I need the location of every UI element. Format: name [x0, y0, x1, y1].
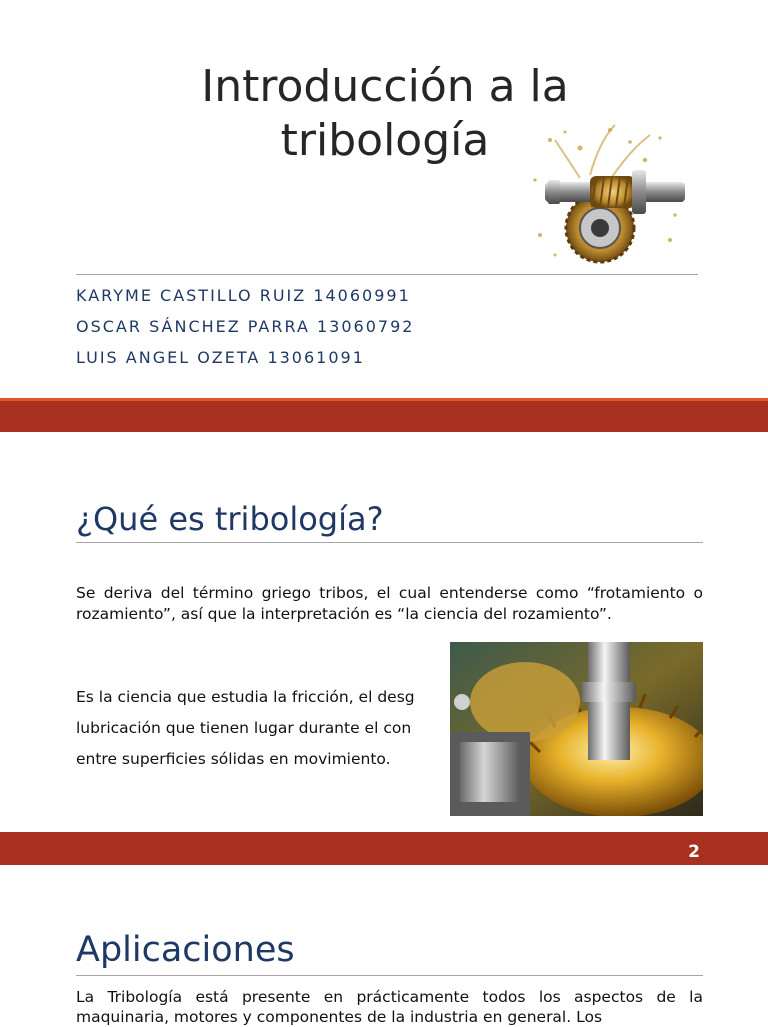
applications-paragraph: La Tribología está presente en prácticamente todos los aspectos de la maquinaria, motores y componentes de la industria en general. Los: [76, 988, 703, 1026]
title-divider: [76, 274, 698, 275]
description-line-2: lubricación que tienen lugar durante el con: [76, 719, 412, 737]
author-1: KARYME CASTILLO RUIZ 14060991: [76, 286, 411, 305]
description-line-1: Es la ciencia que estudia la fricción, el desg: [76, 688, 415, 706]
applications-heading: Aplicaciones: [76, 930, 295, 970]
slide-title-line-1: Introducción a la: [201, 61, 569, 112]
heading-divider: [76, 542, 703, 543]
author-2: OSCAR SÁNCHEZ PARRA 13060792: [76, 317, 415, 336]
lubricated-gears-photo: [450, 642, 703, 816]
worm-gear-illustration: [520, 120, 690, 270]
author-3: LUIS ANGEL OZETA 13061091: [76, 348, 365, 367]
description-line-3: entre superficies sólidas en movimiento.: [76, 750, 391, 768]
slide-title-line-2: tribología: [280, 115, 490, 166]
slide-footer-bar: [0, 832, 768, 865]
page-number: 2: [688, 842, 700, 862]
slide-separator-bar: [0, 401, 768, 432]
applications-divider: [76, 975, 703, 976]
definition-paragraph: Se deriva del término griego tribos, el cual entenderse como “frotamiento o rozamiento”, así que la interpretación es “la ciencia del rozamiento”.: [76, 584, 703, 623]
section-heading: ¿Qué es tribología?: [76, 500, 384, 538]
